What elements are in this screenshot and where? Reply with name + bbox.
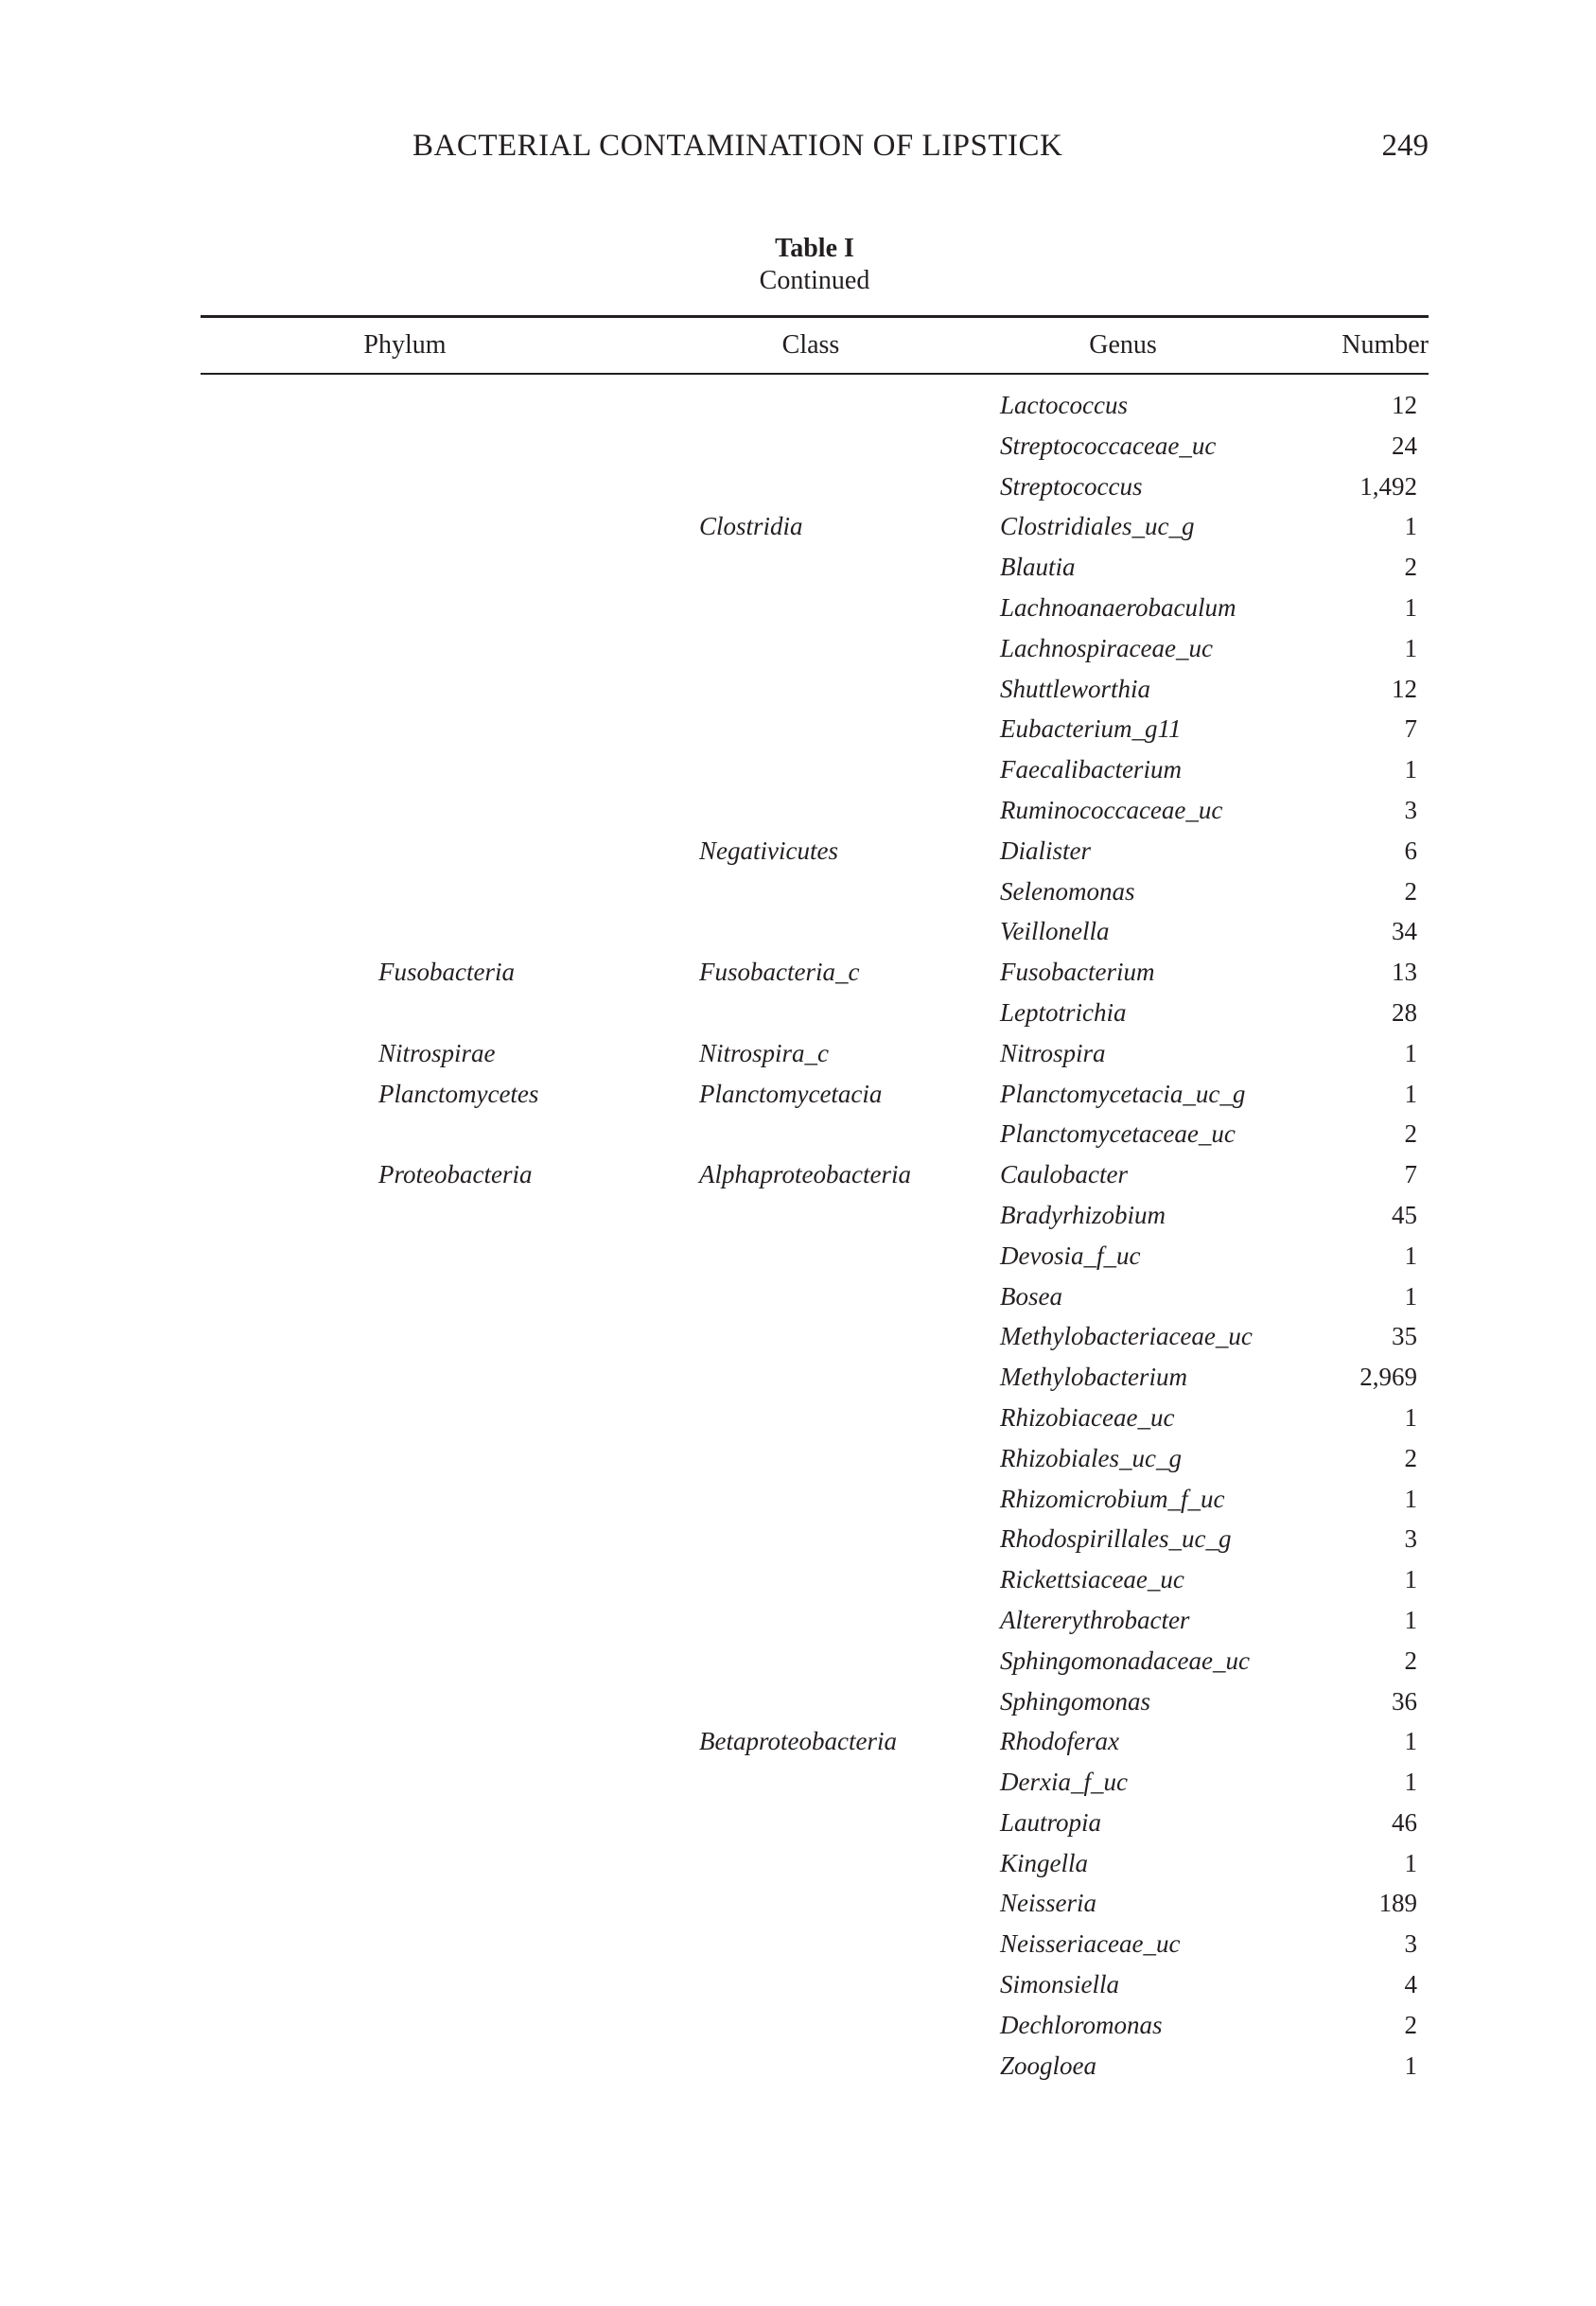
table-row — [201, 1723, 1429, 1764]
cell-number: 2 — [1404, 2010, 1417, 2039]
cell-class: Alphaproteobacteria — [699, 1160, 911, 1189]
cell-number: 28 — [1392, 997, 1417, 1027]
cell-number: 1 — [1404, 512, 1417, 541]
cell-genus: Sphingomonas — [1000, 1686, 1151, 1716]
cell-number: 2 — [1404, 1443, 1417, 1472]
cell-genus: Lautropia — [1000, 1807, 1102, 1837]
cell-number: 1 — [1404, 1402, 1417, 1432]
table-row — [201, 1602, 1429, 1643]
cell-number: 1 — [1404, 1038, 1417, 1067]
cell-genus: Bosea — [1000, 1281, 1062, 1311]
table-caption-title: Table I — [775, 234, 854, 263]
table-row — [201, 954, 1429, 995]
page-number: 249 — [1381, 129, 1429, 163]
cell-genus: Bradyrhizobium — [1000, 1200, 1166, 1229]
cell-number: 36 — [1392, 1686, 1417, 1716]
table-body — [201, 387, 1429, 2087]
cell-class: Negativicutes — [699, 836, 838, 865]
cell-number: 1 — [1404, 1605, 1417, 1634]
cell-genus: Rhizobiaceae_uc — [1000, 1402, 1175, 1432]
cell-number: 3 — [1404, 1524, 1417, 1554]
column-header-genus: Genus — [1089, 330, 1157, 360]
table-row — [201, 995, 1429, 1035]
cell-genus: Blautia — [1000, 553, 1076, 582]
column-header-class: Class — [781, 330, 840, 360]
table-row — [201, 549, 1429, 590]
cell-number: 1 — [1404, 755, 1417, 784]
cell-genus: Rhodoferax — [1000, 1727, 1119, 1756]
cell-class: Planctomycetacia — [699, 1079, 883, 1108]
table-row — [201, 792, 1429, 833]
table-row — [201, 1561, 1429, 1602]
table-row — [201, 428, 1429, 468]
cell-number: 1 — [1404, 1079, 1417, 1108]
cell-genus: Dialister — [1000, 836, 1092, 865]
cell-genus: Faecalibacterium — [1000, 755, 1182, 784]
cell-number: 2 — [1404, 553, 1417, 582]
column-header-number: Number — [1342, 330, 1429, 360]
table-row — [201, 590, 1429, 630]
cell-class: Nitrospira_c — [699, 1038, 830, 1067]
cell-number: 24 — [1392, 431, 1417, 460]
cell-number: 2 — [1404, 876, 1417, 906]
table-row — [201, 1399, 1429, 1440]
table-row — [201, 1116, 1429, 1156]
cell-number: 7 — [1404, 714, 1417, 744]
cell-genus: Planctomycetacia_uc_g — [1000, 1079, 1246, 1108]
table-row — [201, 1481, 1429, 1522]
cell-genus: Shuttleworthia — [1000, 674, 1151, 703]
cell-phylum: Proteobacteria — [378, 1160, 533, 1189]
table-row — [201, 2007, 1429, 2048]
cell-genus: Planctomycetaceae_uc — [1000, 1119, 1236, 1149]
cell-number: 12 — [1392, 674, 1417, 703]
cell-number: 46 — [1392, 1807, 1417, 1837]
cell-number: 1 — [1404, 1768, 1417, 1797]
cell-genus: Dechloromonas — [1000, 2010, 1163, 2039]
table-row — [201, 1278, 1429, 1319]
table-header-rule — [201, 373, 1429, 375]
table-row — [201, 833, 1429, 873]
table-caption-subtitle: Continued — [759, 266, 870, 295]
cell-number: 13 — [1392, 958, 1417, 987]
cell-genus: Ruminococcaceae_uc — [1000, 795, 1223, 824]
table-row — [201, 1318, 1429, 1359]
cell-genus: Lachnoanaerobaculum — [1000, 592, 1236, 622]
cell-number: 3 — [1404, 795, 1417, 824]
table-row — [201, 1359, 1429, 1399]
cell-class: Clostridia — [699, 512, 803, 541]
cell-genus: Methylobacterium — [1000, 1363, 1187, 1392]
running-head — [201, 129, 1429, 170]
table-row — [201, 1035, 1429, 1076]
table-header-row — [201, 330, 1429, 368]
cell-number: 2 — [1404, 1119, 1417, 1149]
cell-genus: Streptococcus — [1000, 471, 1143, 501]
table-row — [201, 468, 1429, 509]
cell-number: 1 — [1404, 1281, 1417, 1311]
table-row — [201, 711, 1429, 751]
cell-genus: Eubacterium_g11 — [1000, 714, 1182, 744]
cell-genus: Veillonella — [1000, 917, 1110, 946]
cell-genus: Zoogloea — [1000, 2051, 1097, 2080]
cell-number: 1 — [1404, 1241, 1417, 1270]
table-row — [201, 1926, 1429, 1966]
table-row — [201, 1238, 1429, 1278]
table-row — [201, 913, 1429, 954]
cell-genus: Rhizomicrobium_f_uc — [1000, 1484, 1225, 1513]
cell-number: 6 — [1404, 836, 1417, 865]
cell-number: 35 — [1392, 1322, 1417, 1351]
cell-number: 189 — [1378, 1889, 1417, 1918]
cell-genus: Devosia_f_uc — [1000, 1241, 1141, 1270]
cell-genus: Altererythrobacter — [1000, 1605, 1190, 1634]
cell-genus: Kingella — [1000, 1848, 1088, 1877]
cell-genus: Sphingomonadaceae_uc — [1000, 1646, 1250, 1675]
table-row — [201, 671, 1429, 712]
cell-genus: Simonsiella — [1000, 1970, 1119, 1999]
cell-genus: Derxia_f_uc — [1000, 1768, 1128, 1797]
cell-number: 1 — [1404, 633, 1417, 662]
cell-number: 2 — [1404, 1646, 1417, 1675]
table-row — [201, 1643, 1429, 1683]
cell-genus: Fusobacterium — [1000, 958, 1155, 987]
table-row — [201, 387, 1429, 428]
table-row — [201, 1156, 1429, 1197]
cell-phylum: Planctomycetes — [378, 1079, 539, 1108]
cell-number: 1 — [1404, 1727, 1417, 1756]
table-row — [201, 1440, 1429, 1481]
cell-number: 1 — [1404, 1484, 1417, 1513]
cell-genus: Rhizobiales_uc_g — [1000, 1443, 1182, 1472]
cell-genus: Lactococcus — [1000, 391, 1128, 419]
cell-genus: Lachnospiraceae_uc — [1000, 633, 1213, 662]
table-row — [201, 1683, 1429, 1724]
table-row — [201, 1076, 1429, 1117]
cell-number: 3 — [1404, 1929, 1417, 1959]
cell-genus: Selenomonas — [1000, 876, 1135, 906]
cell-class: Betaproteobacteria — [699, 1727, 897, 1756]
cell-number: 34 — [1392, 917, 1417, 946]
cell-genus: Neisseria — [1000, 1889, 1097, 1918]
cell-genus: Clostridiales_uc_g — [1000, 512, 1195, 541]
table-row — [201, 1197, 1429, 1238]
cell-number: 1,492 — [1359, 471, 1417, 501]
cell-number: 2,969 — [1359, 1363, 1417, 1392]
cell-number: 1 — [1404, 1848, 1417, 1877]
running-title: BACTERIAL CONTAMINATION OF LIPSTICK — [412, 129, 1063, 163]
cell-number: 45 — [1392, 1200, 1417, 1229]
table-row — [201, 1521, 1429, 1561]
cell-genus: Methylobacteriaceae_uc — [1000, 1322, 1253, 1351]
table-row — [201, 873, 1429, 914]
cell-number: 1 — [1404, 592, 1417, 622]
table-row — [201, 751, 1429, 792]
cell-genus: Nitrospira — [1000, 1038, 1106, 1067]
cell-genus: Rickettsiaceae_uc — [1000, 1565, 1184, 1594]
cell-class: Fusobacteria_c — [699, 958, 860, 987]
cell-number: 12 — [1392, 391, 1417, 419]
cell-genus: Leptotrichia — [1000, 997, 1127, 1027]
table-row — [201, 2048, 1429, 2088]
cell-genus: Streptococcaceae_uc — [1000, 431, 1217, 460]
table-row — [201, 630, 1429, 671]
cell-number: 1 — [1404, 2051, 1417, 2080]
table-row — [201, 1804, 1429, 1845]
cell-genus: Caulobacter — [1000, 1160, 1128, 1189]
cell-number: 4 — [1404, 1970, 1417, 1999]
table-row — [201, 1885, 1429, 1926]
cell-genus: Neisseriaceae_uc — [1000, 1929, 1181, 1959]
cell-genus: Rhodospirillales_uc_g — [1000, 1524, 1232, 1554]
table-row — [201, 1845, 1429, 1886]
table-row — [201, 508, 1429, 549]
column-header-phylum: Phylum — [363, 330, 447, 360]
cell-number: 7 — [1404, 1160, 1417, 1189]
table-row — [201, 1764, 1429, 1804]
cell-phylum: Nitrospirae — [378, 1038, 496, 1067]
table-top-rule — [201, 315, 1429, 318]
cell-number: 1 — [1404, 1565, 1417, 1594]
cell-phylum: Fusobacteria — [378, 958, 515, 987]
table-row — [201, 1966, 1429, 2007]
